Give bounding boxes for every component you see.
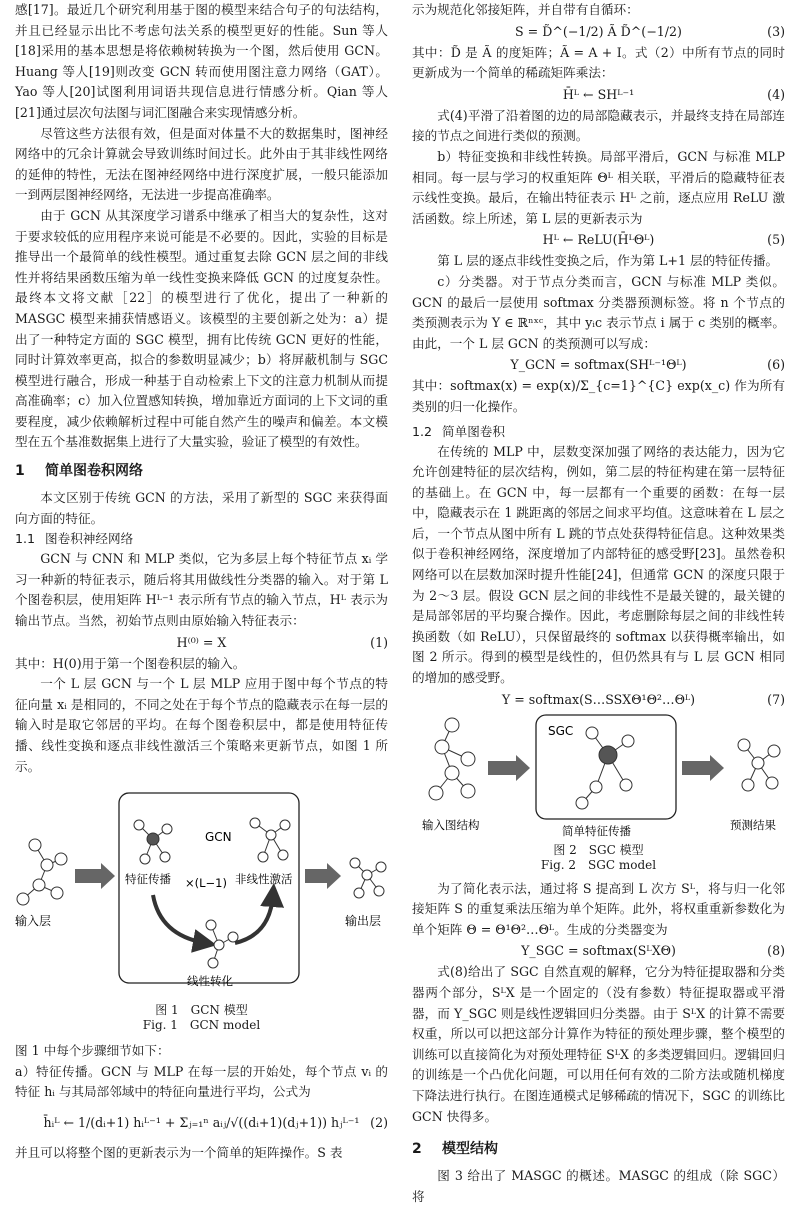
out-label: 预测结果	[730, 817, 776, 832]
figure-2	[412, 711, 785, 843]
subsection-heading	[15, 529, 388, 549]
equation-body: Y_GCN = softmax(SHᴸ⁻¹Θᴸ)	[510, 357, 687, 373]
section-heading	[15, 459, 388, 483]
curve-arrow-up	[235, 895, 273, 943]
arrow-out	[305, 869, 327, 883]
figure-caption-cn: 图 1 GCN 模型	[155, 1003, 248, 1018]
paragraph: b）特征变换和非线性转换。局部平滑后，GCN 与标准 MLP 相同。每一层与学习的权重矩阵 Θᴸ 相关联，平滑后的隐藏特征表示线性变换。最后，在输出特征表示 Hᴸ 之前，逐点应用 ReLU 激活函数。综上所述，第 L 层的更新表示为	[412, 148, 786, 226]
sgc-diagram	[412, 711, 785, 843]
left-column	[15, 0, 388, 1164]
arrow-in	[75, 869, 101, 883]
paragraph: GCN 与 CNN 和 MLP 类似，它为多层上每个特征节点 xᵢ 学习一种新的特征表示，随后将其用做线性分类器的输入。对于第 L 个图卷积层，使用矩阵 Hᴸ⁻¹ 表示所有节点的输入节点，Hᴸ 表示为输出节点。当然，初始节点则由原始输入特征表示：	[15, 551, 388, 629]
act-label: 非线性激活	[235, 872, 293, 887]
paragraph: 其中：H(0)用于第一个图卷积层的输入。	[15, 655, 246, 671]
equation	[412, 84, 785, 106]
paragraph: a）特征传播。GCN 与 MLP 在每一层的开始处，每个节点 vᵢ 的特征 hᵢ 与其局部邻域中的特征向量进行平均，公式为	[15, 1063, 388, 1100]
input-graph	[17, 839, 67, 905]
paragraph: 并且可以将整个图的更新表示为一个简单的矩阵操作。S 表	[15, 1144, 343, 1160]
paragraph: 图 1 中每个步骤细节如下：	[15, 1043, 170, 1059]
paragraph: 由于 GCN 从其深度学习谱系中继承了相当大的复杂性，这对于要求较低的应用程序来说可能是不必要的。因此，实验的目标是推导出一个最简单的线性模型。通过重复去除 GCN 层之间的非线性并将结果函数压缩为单一线性变换来降低 GCN 的过度复杂性。最终本文将文献［22］的模型进行了优化，提出了一种新的 MASGC 模型来捕获情感语义。该模型的主要创新之处为：a）提出了一种特定方面的 SGC 模型，拥有比传统 GCN 更好的性能，同时计算效率更高，拟合的参数明显减少；b）将屏蔽机制与 SGC 模型进行融合，形成一种基于自动检索上下文的注意力机制从而提高准确率；c）加入位置感知转换，增加靠近方面词的上下文词的重要程度，减少依赖解析过程中可能自然产生的噪声和偏差。本文模型在五个基准数据集上进行了大量实验，验证了模型的有效性。	[15, 207, 388, 450]
equation	[412, 21, 785, 43]
equation-body: S = D̃^(−1/2) Ã D̃^(−1/2)	[515, 23, 682, 39]
section-number: 2	[412, 1141, 422, 1158]
paragraph: 尽管这些方法很有效，但是面对体量不大的数据集时，图神经网络中的冗余计算就会导致训练时间过长。此外由于其非线性网络的延伸的特性，无法在图神经网络中进行深度扩展，一般只能添加一到两层图神经网络，无法进一步提高准确率。	[15, 125, 388, 203]
prop-label: 特征传播	[125, 872, 171, 887]
equation	[15, 1103, 388, 1143]
equation-number: (1)	[370, 634, 388, 650]
equation	[412, 229, 785, 251]
subsection-number: 1.1	[15, 531, 36, 547]
paragraph: 为了简化表示法，通过将 S 提高到 L 次方 Sᴸ，将与归一化邻接矩阵 S 的重复乘法压缩为单个矩阵。此外，将权重重新参数化为单个矩阵 Θ = Θ¹Θ²…Θᴸ。生成的分类器变为	[412, 880, 785, 937]
gcn-label: GCN	[205, 830, 232, 845]
section-title: 简单图卷积网络	[45, 463, 143, 480]
paragraph: 式(8)给出了 SGC 自然直观的解释，它分为特征提取器和分类器两个部分，SᴸX 是一个固定的（没有参数）特征提取器或平滑器，而 Y_SGC 则是线性逻辑回归分类器。由于 SᴸX 的计算不需要权重，所以可以把这部分计算作为特征的预处理步骤，整个模型的训练可以直接简化为对预处理特征 SᴸX 的多类逻辑回归。逻辑回归的训练是一个凸优化问题，可以用任何有效的二阶方法或随机梯度下降法进行执行。在图连通模式足够稀疏的情况下，SGC 的训练比 GCN 快得多。	[412, 964, 785, 1124]
paragraph: 一个 L 层 GCN 与一个 L 层 MLP 应用于图中每个节点的特征向量 xᵢ 是相同的，不同之处在于每个节点的隐藏表示在每一层的输入时是取它邻居的平均。在每个图卷积层中，都是使用特征传播、线性变换和逐点非线性激活三个策略来更新节点，如图 1 所示。	[15, 676, 388, 774]
arrow-in	[488, 761, 516, 775]
equation-number: (3)	[767, 23, 785, 39]
section-title: 模型结构	[442, 1141, 498, 1158]
equation	[412, 940, 785, 962]
output-graph	[350, 858, 386, 898]
section-heading	[412, 1137, 785, 1161]
equation-number: (4)	[767, 86, 785, 102]
section-number: 1	[15, 463, 25, 480]
figure-caption-en: Fig. 1 GCN model	[142, 1018, 261, 1033]
subsection-heading	[412, 422, 785, 442]
equation-body: Y_SGC = softmax(SᴸXΘ)	[521, 943, 676, 959]
prediction-graph	[738, 739, 780, 791]
equation-number: (5)	[767, 232, 785, 248]
equation-body: Y = softmax(S…SSXΘ¹Θ²…Θᴸ)	[501, 691, 696, 707]
equation	[412, 689, 785, 711]
subsection-title: 简单图卷积	[442, 423, 505, 439]
equation-number: (6)	[767, 357, 785, 373]
equation-number: (7)	[767, 691, 785, 707]
paragraph: 其中：softmax(x) = exp(x)/Σ_{c=1}^{C} exp(x_c) 作为所有类别的归一化操作。	[412, 378, 785, 414]
paragraph: 图 3 给出了 MASGC 的概述。MASGC 的组成（除 SGC）将	[412, 1168, 785, 1204]
input-structure-graph	[429, 718, 475, 800]
input-structure-label: 输入图结构	[422, 817, 480, 832]
gcn-diagram	[15, 785, 388, 1003]
paragraph: 其中：D̃ 是 Ã 的度矩阵；Ã = A + I。式（2）中所有节点的同时更新成为一个简单的稀疏矩阵乘法：	[412, 44, 785, 81]
paragraph: 本文区别于传统 GCN 的方法，采用了新型的 SGC 来获得面向方面的特征。	[15, 490, 388, 526]
figure-1	[15, 785, 388, 1003]
mid-label: 简单特征传播	[562, 823, 631, 838]
equation-body: H⁽⁰⁾ = X	[176, 634, 227, 650]
right-column	[412, 0, 785, 1207]
subsection-number: 1.2	[412, 423, 433, 439]
equation-body: h̄ᵢᴸ ← 1/(dᵢ+1) hᵢᴸ⁻¹ + Σⱼ₌₁ⁿ aᵢⱼ/√((dᵢ+1)(dⱼ+1)) hⱼᴸ⁻¹	[43, 1114, 360, 1130]
sgc-label: SGC	[548, 723, 574, 738]
paragraph: 感[17]。最近几个研究利用基于图的模型来结合句子的句法结构，并且已经显示出比不考虑句法关系的模型更好的性能。Sun 等人[18]采用的基本思想是将依赖树转换为一个图，然后使用 GCN。Huang 等人[19]则改变 GCN 转而使用图注意力网络（GAT）。Yao 等人[20]试图利用词语共现信息进行情感分析。Qian 等人[21]通过层次句法图与词汇图融合来实现情感分析。	[15, 2, 388, 120]
figure-caption-en: Fig. 2 SGC model	[540, 857, 657, 872]
output-label: 输出层	[345, 914, 382, 929]
subsection-title: 图卷积神经网络	[45, 531, 134, 547]
paragraph: 在传统的 MLP 中，层数变深加强了网络的表达能力，因为它允许创建特征的层次结构，例如，第二层的特征构建在第一层特征的基础上。在 GCN 中，每一层都有一个重要的函数：在每一层中，隐藏表示在 1 跳距离的邻居之间求平均值。这意味着在 L 层之后，一个节点从图中所有 L 跳的节点处获得特征信息。这种效果类似于卷积神经网络，深度增加了内部特征的感受野[23]。虽然卷积网络可以在层数加深时提升性能[24]，但通常 GCN 的深度只限于为 2～3 层。假设 GCN 层之间的非线性不是最关键的，最关键的是局部邻居的平均聚合操作。因此，考虑删除每层之间的非线性转换函数（如 ReLU），只保留最终的 softmax 以获得概率输出，如图 2 所示。得到的模型是线性的，但仍然具有与 L 层 GCN 相同的增加的感受野。	[412, 443, 785, 686]
equation	[412, 354, 785, 376]
paragraph: 示为规范化邻接矩阵，并自带有自循环：	[412, 2, 639, 17]
figure-caption-cn: 图 2 SGC 模型	[553, 842, 644, 857]
equation-number: (2)	[370, 1114, 388, 1130]
equation-number: (8)	[767, 943, 785, 959]
arrow-out	[682, 761, 710, 775]
equation-body: H̄ᴸ ← SHᴸ⁻¹	[562, 86, 635, 102]
paragraph: c）分类器。对于节点分类而言，GCN 与标准 MLP 类似。GCN 的最后一层使用 softmax 分类器预测标签。将 n 个节点的类预测表示为 Y ∈ ℝⁿˣᶜ，其中 yᵢc 表示节点 i 属于 c 类别的概率。由此，一个 L 层 GCN 的类预测可以写成：	[412, 273, 785, 351]
equation	[15, 632, 388, 654]
input-label: 输入层	[15, 914, 52, 929]
curve-arrow-down	[153, 895, 205, 943]
times-label: ×(L−1)	[185, 876, 227, 891]
paragraph: 第 L 层的逐点非线性变换之后，作为第 L+1 层的特征传播。	[437, 253, 779, 269]
lin-label: 线性转化	[187, 974, 233, 989]
equation-body: Hᴸ ← ReLU(H̄ᴸΘᴸ)	[542, 232, 655, 248]
paragraph: 式(4)平滑了沿着图的边的局部隐藏表示，并最终支持在局部连接的节点之间进行类似的预测。	[412, 107, 785, 144]
